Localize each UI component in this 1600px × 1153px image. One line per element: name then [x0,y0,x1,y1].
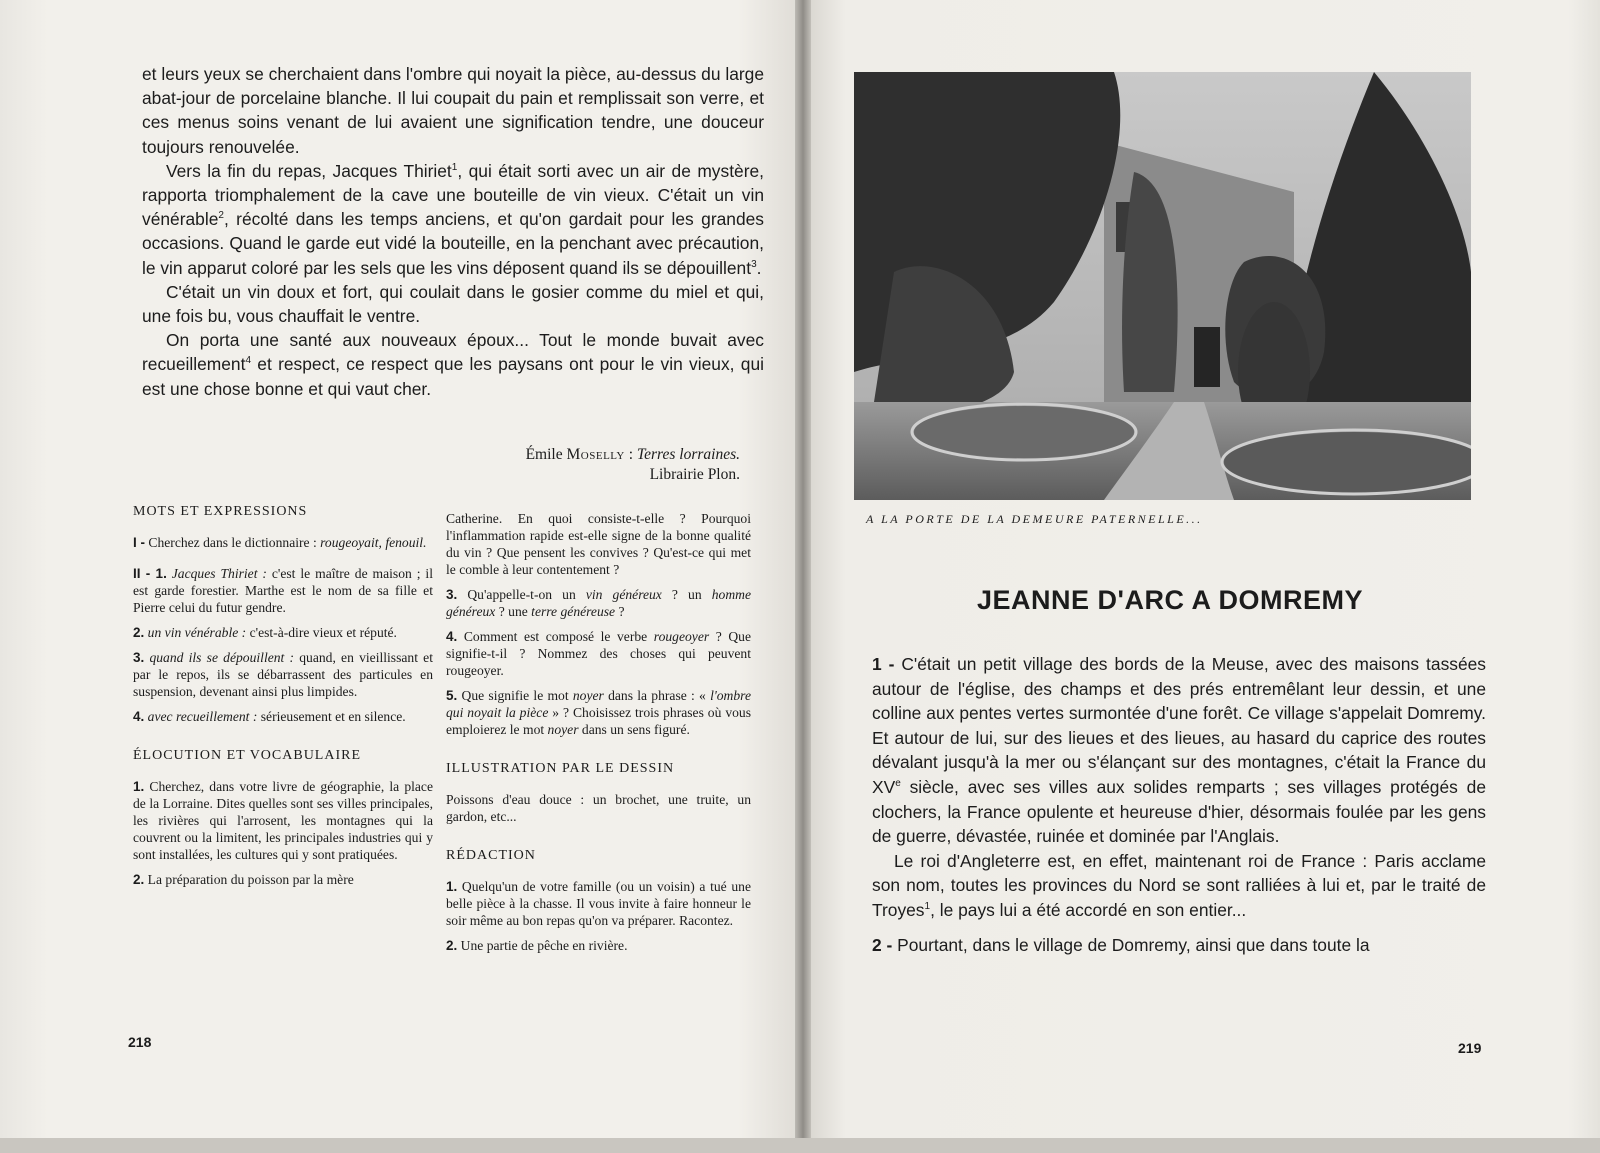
exercise-number: 2. [133,625,145,640]
exercise-ii-2 [133,624,433,641]
exercise-elocution-1 [133,778,433,863]
prose-text: et respect, ce respect que les paysans ont pour le vin vieux, qui est une chose bonne et qui vaut cher. [142,354,764,399]
exercise-elocution-4 [446,628,751,679]
page-number-left: 218 [128,1034,152,1050]
exercise-terms: rougeoyait, fenouil. [320,535,427,550]
exercise-text: c'est le maître de maison ; il est garde forestier. Marthe est le nom de sa fille et Pierre celui du futur gendre. [133,566,433,615]
chapter-title: JEANNE D'ARC A DOMREMY [977,585,1363,615]
exercise-text: ? un [661,587,712,602]
chapter-text: Le roi d'Angleterre est, en effet, maintenant roi de France : Paris acclame son nom, toutes les provinces du Nord se sont ralliées à lui et, par le traité de Troyes [872,850,1486,920]
redaction-1 [446,878,751,929]
prose-text: . [756,257,762,278]
exercise-term: un vin vénérable : [144,625,247,640]
exercise-text: ? Que signifie-t-il ? Nommez des choses qui peuvent rougeoyer. [446,629,751,678]
chapter-text: C'était un petit village des bords de la Meuse, avec des maisons tassées autour de l'église, des champs et des prés entremêlant leur dessin, et une colline aux pentes vertes surmontée d'une forêt. Ce village s'appelait Domremy. Et autour de lui, sur des lieues et des lieues, au hasard du caprice des routes dévalant jusqu'à la mer ou s'élançant sur des montagnes, c'était la France du XV [872,654,1486,797]
exercise-elocution-2 [133,871,433,888]
exercise-term: terre généreuse [531,604,616,619]
chapter-text: Pourtant, dans le village de Domremy, ainsi que dans toute la [892,934,1370,955]
exercise-number: 1. [446,879,458,894]
author-name: Moselly [566,446,625,463]
prose-text: , qui était sorti avec un air de mystère, rapporta triomphalement de la cave une bouteille de vin vieux. C'était un vin vénérable [142,160,764,230]
attribution-separator: : [624,446,637,463]
section-heading-illustration: ILLUSTRATION PAR LE DESSIN [446,761,675,776]
illustration-text: Poissons d'eau douce : un brochet, une truite, un gardon, etc... [446,792,751,824]
exercise-elocution-3 [446,586,751,620]
exercise-number: 5. [446,688,458,703]
exercise-text: ? [615,604,625,619]
exercise-ii-4 [133,708,433,725]
publisher: Librairie Plon. [649,466,740,483]
exercise-text: ? une [495,604,532,619]
footnote-ref: 1 [924,901,931,913]
exercise-text: Cherchez dans le dictionnaire : [145,535,321,550]
redaction-2 [446,937,751,954]
page-number-right: 219 [1458,1040,1482,1056]
section-number: 2 - [872,934,893,955]
photo-of-house-with-trees [854,72,1471,500]
exercise-number: 3. [446,587,458,602]
exercise-text: Une partie de pêche en rivière. [457,938,628,953]
chapter-text: siècle, avec ses villes aux solides remparts ; ses villages protégés de clochers, la France opulente et heureuse d'hier, désormais foulée par les gens de guerre, dévastée, ruinée et dominée par l'Anglais. [872,776,1486,847]
attribution-line [440,445,740,465]
exercises-column-right [446,510,751,962]
exercise-number: 1. [133,779,145,794]
footnote-ref: 3 [751,258,757,270]
chapter-paragraph-3 [872,933,1486,958]
exercise-text: Qu'appelle-t-on un [457,587,586,602]
exercise-text: La préparation du poisson par la mère [144,872,354,887]
exercise-term: quand ils se dépouillent : [144,650,295,665]
exercise-text: Comment est composé le verbe [457,629,654,644]
exercise-term: rougeoyer [653,629,710,644]
photo-caption: A LA PORTE DE LA DEMEURE PATERNELLE... [866,512,1203,526]
exercise-text: c'est-à-dire vieux et réputé. [246,625,397,640]
exercise-text: sérieusement et en silence. [257,709,406,724]
prose-text: Vers la fin du repas, Jacques Thiriet [166,160,452,181]
exercise-elocution-5 [446,687,751,738]
exercise-ii-1 [133,565,433,616]
exercise-text: » ? Choisissez trois phrases où vous emploierez le mot [446,705,751,737]
exercise-term: homme généreux [446,587,751,619]
section-heading-redaction: RÉDACTION [446,848,536,863]
chapter-paragraph-2 [872,849,1486,923]
exercise-ii-3 [133,649,433,700]
exercise-term: noyer [572,688,604,703]
prose-paragraph-3: C'était un vin doux et fort, qui coulait dans le gosier comme du miel et qui, une fois bu, vous chauffait le ventre. [142,281,764,327]
exercise-number: 4. [446,629,458,644]
exercise-i [133,534,433,551]
exercise-term: Jacques Thiriet : [166,566,267,581]
century-superscript: e [895,778,901,790]
exercise-number: 2. [133,872,145,887]
footnote-ref: 2 [218,210,224,222]
exercise-text: quand, en vieillissant et par le repos, ils se débarrassent des particules en suspension, devenant ainsi plus limpides. [133,650,433,699]
work-title: Terres lorraines. [636,446,740,463]
author-first-name: Émile [525,446,563,463]
exercise-number: 2. [446,938,458,953]
book-gutter [795,0,811,1153]
exercise-text: Cherchez, dans votre livre de géographie, la place de la Lorraine. Dites quelles sont ses villes principales, les rivières qui l'arrosent, les montagnes qui la couvrent ou la limitent, les principales industries qui y sont installées, les cultures qui y sont pratiquées. [133,779,433,862]
exercise-text: Que signifie le mot [457,688,573,703]
exercise-text: dans un sens figuré. [578,722,690,737]
prose-paragraph-2 [142,159,764,280]
prose-paragraph-1: et leurs yeux se cherchaient dans l'ombre qui noyait la pièce, au-dessus du large abat-jour de porcelaine blanche. Il lui coupait du pain et remplissait son verre, et ces menus soins venant de lui avaient une signification tendre, une douceur toujours renouvelée. [142,64,765,157]
photo-image [854,72,1471,500]
prose-paragraph-4 [142,328,764,401]
exercise-text: dans la phrase : « [603,688,711,703]
exercise-number: 4. [133,709,145,724]
story-excerpt [142,62,764,401]
page-bottom-edge [0,1138,1600,1153]
footnote-ref: 4 [245,355,251,367]
exercise-term: vin généreux [585,587,662,602]
section-heading-elocution: ÉLOCUTION ET VOCABULAIRE [133,748,362,763]
exercise-text: Quelqu'un de votre famille (ou un voisin) a tué une belle pièce à la chasse. Il vous invite à faire honneur le soir même au bon repas qu'on va préparer. Racontez. [446,879,751,928]
chapter-text: , le pays lui a été accordé en son entier... [930,899,1247,920]
source-attribution [440,445,740,485]
prose-text: On porta une santé aux nouveaux époux... Tout le monde buvait avec recueillement [142,330,764,375]
exercise-number: II - 1. [133,566,167,581]
chapter-paragraph-1 [872,652,1486,849]
section-heading-mots: MOTS ET EXPRESSIONS [133,504,308,519]
section-number: 1 - [872,654,895,674]
footnote-ref: 1 [451,162,458,174]
chapter-body [872,652,1486,957]
exercise-elocution-2-continued: Catherine. En quoi consiste-t-elle ? Pourquoi l'inflammation rapide est-elle signe de la bonne qualité du vin ? Que pensent les convives ? Qu'est-ce qui met le comble à leur contentement ? [446,511,751,577]
prose-text: , récolté dans les temps anciens, et qu'on gardait pour les grandes occasions. Quand le garde eut vidé la bouteille, en la penchant avec précaution, le vin apparut coloré par les sels que les vins déposent quand ils se dépouillent [142,209,764,278]
exercise-number: I - [133,535,145,550]
exercises-column-left [133,503,433,896]
exercise-term: noyer [547,722,579,737]
exercise-number: 3. [133,650,145,665]
exercise-term: avec recueillement : [144,709,258,724]
exercise-term: l'ombre qui noyait la pièce [446,688,751,720]
